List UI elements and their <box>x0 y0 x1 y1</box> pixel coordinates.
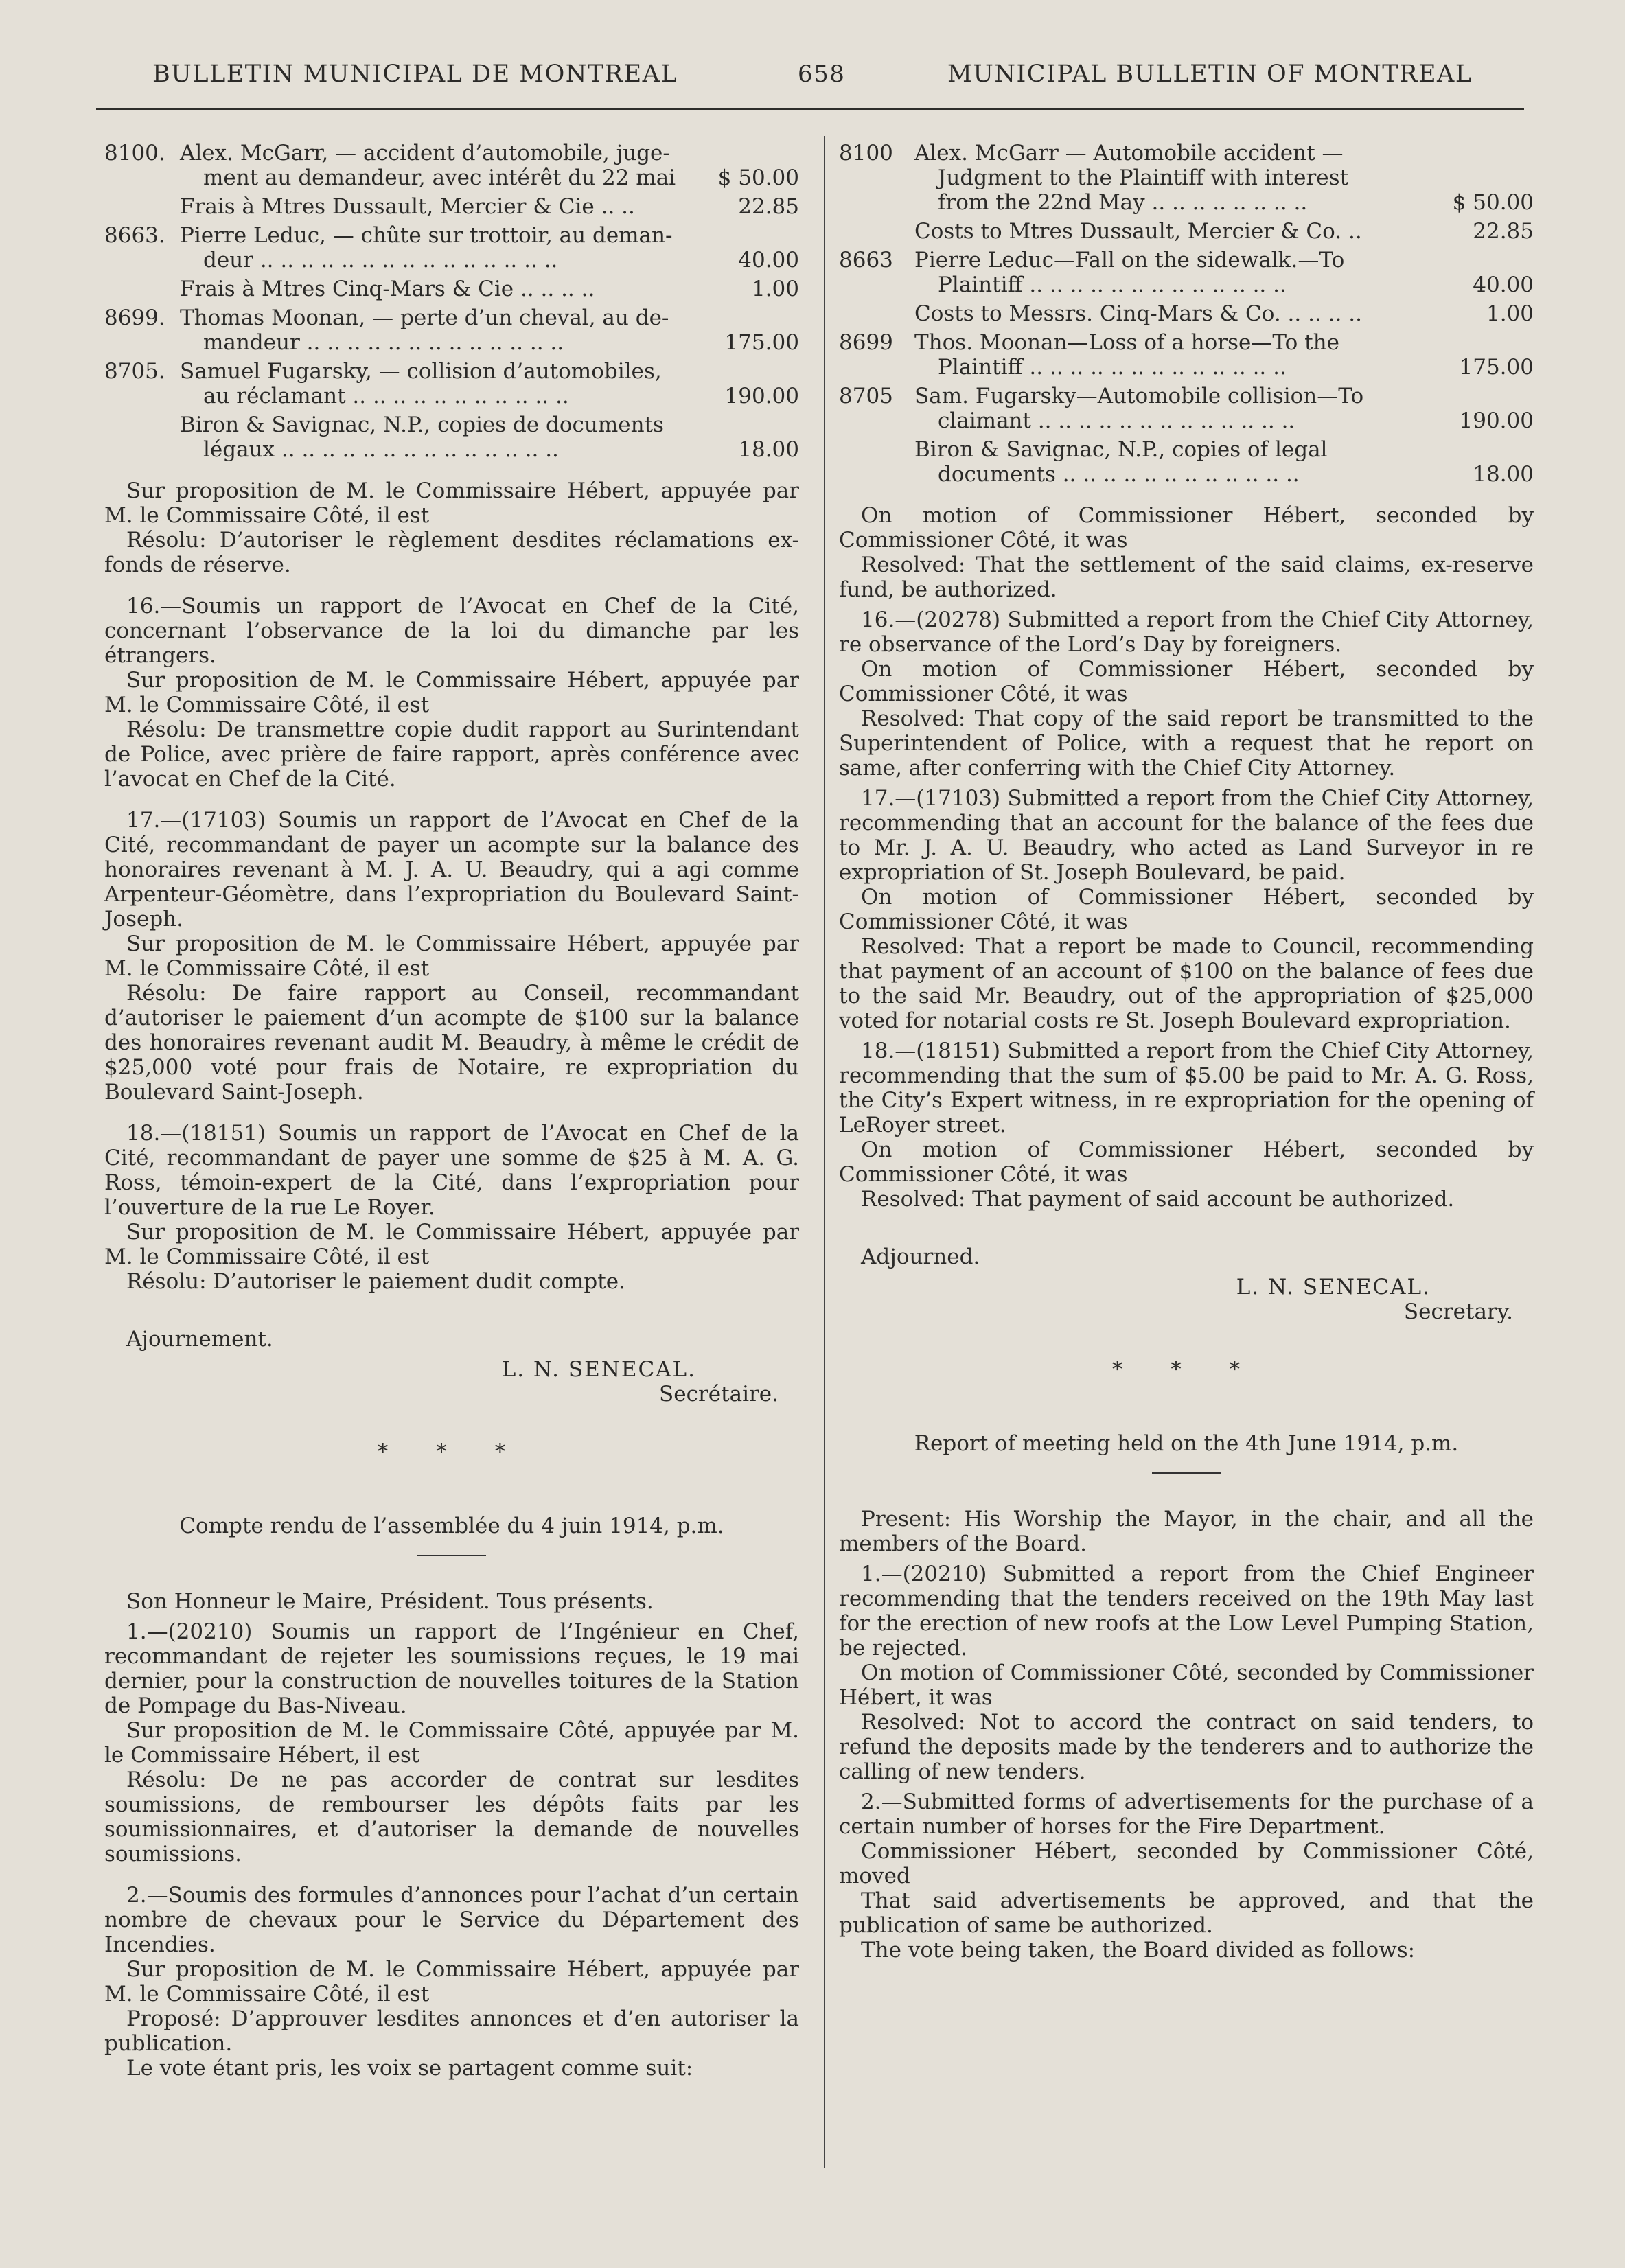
claim-amount: 22.85 <box>738 194 799 219</box>
paragraph: Le vote étant pris, les voix se partagent comme suit: <box>126 2056 693 2081</box>
signature-title: Secretary. <box>1403 1299 1513 1324</box>
claim-amount: 190.00 <box>1459 408 1534 433</box>
adjournment: Adjourned. <box>861 1245 980 1269</box>
claim-amount: 18.00 <box>738 437 799 462</box>
paragraph: 17.—(17103) Submitted a report from the Chief City Attorney, recommending that an account for the balance of the fees due to Mr. J. A. U. Beaudry, who acted as Land Surveyor in re expropriation of St. Joseph Boulevard, be paid. <box>839 786 1534 885</box>
claim-description-line: Costs to Mtres Dussault, Mercier & Co. .. <box>914 219 1362 244</box>
claim-description-line: Pierre Leduc—Fall on the sidewalk.—To <box>914 248 1345 273</box>
paragraph: Resolved: That copy of the said report be transmitted to the Superintendent of Police, with a request that he report on same, after conferring with the Chief City Attorney. <box>839 706 1534 780</box>
header-english-title: MUNICIPAL BULLETIN OF MONTREAL <box>947 60 1473 88</box>
signature-name: L. N. SENECAL. <box>1236 1275 1431 1299</box>
paragraph: Résolu: D’autoriser le règlement desdites réclamations ex-fonds de réserve. <box>104 528 799 577</box>
claim-amount: $ 50.00 <box>717 165 799 190</box>
claim-entry <box>839 437 1534 487</box>
claim-number: 8100. <box>104 141 165 165</box>
claim-entry <box>104 359 799 408</box>
header-french-title: BULLETIN MUNICIPAL DE MONTREAL <box>152 60 678 88</box>
claim-description-line: Sam. Fugarsky—Automobile collision—To <box>914 384 1364 408</box>
claim-description-line: Frais à Mtres Cinq-Mars & Cie .. .. .. .. <box>180 277 595 301</box>
paragraph: Resolved: Not to accord the contract on said tenders, to refund the deposits made by the tenderers and to authorize the calling of new tenders. <box>839 1710 1534 1784</box>
paragraph: Sur proposition de M. le Commissaire Hébert, appuyée par M. le Commissaire Côté, il est <box>104 668 799 717</box>
paragraph: Sur proposition de M. le Commissaire Hébert, appuyée par M. le Commissaire Côté, il est <box>104 931 799 981</box>
paragraph: The vote being taken, the Board divided as follows: <box>861 1938 1416 1963</box>
paragraph: On motion of Commissioner Hébert, seconded by Commissioner Côté, it was <box>839 657 1534 706</box>
claim-description-line: légaux .. .. .. .. .. .. .. .. .. .. .. .. .. .. <box>203 437 559 462</box>
adjournment: Ajournement. <box>126 1327 273 1352</box>
paragraph: 2.—Soumis des formules d’annonces pour l’achat d’un certain nombre de chevaux pour le Service du Département des Incendies. <box>104 1883 799 1957</box>
paragraph: Sur proposition de M. le Commissaire Hébert, appuyée par M. le Commissaire Côté, il est <box>104 1220 799 1269</box>
claim-description-line: documents .. .. .. .. .. .. .. .. .. .. .. .. <box>938 462 1300 487</box>
paragraph: Proposé: D’approuver lesdites annonces et d’en autoriser la publication. <box>104 2006 799 2056</box>
paragraph: 1.—(20210) Soumis un rapport de l’Ingénieur en Chef, recommandant de rejeter les soumissions reçues, le 19 mai dernier, pour la construction de nouvelles toitures de la Station de Pompage du Bas-Niveau. <box>104 1619 799 1718</box>
header-rule <box>96 108 1524 110</box>
paragraph: Resolved: That payment of said account be authorized. <box>861 1187 1455 1212</box>
claim-entry <box>104 413 799 462</box>
paragraph: On motion of Commissioner Hébert, seconded by Commissioner Côté, it was <box>839 503 1534 553</box>
claim-description-line: Plaintiff .. .. .. .. .. .. .. .. .. .. .. .. .. <box>938 355 1287 380</box>
claim-entry <box>104 223 799 273</box>
paragraph: On motion of Commissioner Côté, seconded by Commissioner Hébert, it was <box>839 1660 1534 1710</box>
claim-amount: 22.85 <box>1473 219 1534 244</box>
claim-description-line: Pierre Leduc, — chûte sur trottoir, au deman- <box>180 223 673 248</box>
claim-entry <box>839 219 1534 244</box>
claim-description-line: Alex. McGarr — Automobile accident — <box>914 141 1344 165</box>
claim-entry <box>104 194 799 219</box>
claim-number: 8663. <box>104 223 165 248</box>
paragraph: Son Honneur le Maire, Président. Tous présents. <box>126 1589 654 1614</box>
paragraph: 16.—(20278) Submitted a report from the Chief City Attorney, re observance of the Lord’s Day by foreigners. <box>839 608 1534 657</box>
claim-description-line: Samuel Fugarsky, — collision d’automobiles, <box>180 359 662 384</box>
claim-description-line: Costs to Messrs. Cinq-Mars & Co. .. .. .. .. <box>914 301 1362 326</box>
paragraph: 18.—(18151) Submitted a report from the Chief City Attorney, recommending that the sum of $5.00 be paid to Mr. A. G. Ross, the City’s Expert witness, in re expropriation for the opening of LeRoyer street. <box>839 1039 1534 1137</box>
meeting-title: Compte rendu de l’assemblée du 4 juin 1914, p.m. <box>179 1514 724 1538</box>
english-column <box>839 141 1534 1963</box>
section-stars: * * * <box>377 1439 527 1464</box>
paragraph: 16.—Soumis un rapport de l’Avocat en Chef de la Cité, concernant l’observance de la loi du dimanche par les étrangers. <box>104 594 799 668</box>
claim-amount: $ 50.00 <box>1452 190 1534 215</box>
page-number: 658 <box>798 60 846 88</box>
claim-amount: 18.00 <box>1473 462 1534 487</box>
paragraph: Résolu: De ne pas accorder de contrat sur lesdites soumissions, de rembourser les dépôts faits par les soumissionnaires, et d’autoriser la demande de nouvelles soumissions. <box>104 1768 799 1866</box>
claim-number: 8663 <box>839 248 893 273</box>
signature-title: Secrétaire. <box>659 1382 779 1407</box>
claim-description-line: from the 22nd May .. .. .. .. .. .. .. .. <box>938 190 1308 215</box>
claim-description-line: Frais à Mtres Dussault, Mercier & Cie .. .. <box>180 194 635 219</box>
claim-entry <box>104 277 799 301</box>
column-divider <box>824 136 825 2168</box>
claim-entry <box>839 384 1534 433</box>
signature-name: L. N. SENECAL. <box>501 1357 696 1382</box>
claim-description-line: Plaintiff .. .. .. .. .. .. .. .. .. .. .. .. .. <box>938 273 1287 297</box>
claim-entry <box>839 248 1534 297</box>
paragraph: 18.—(18151) Soumis un rapport de l’Avocat en Chef de la Cité, recommandant de payer une somme de $25 à M. A. G. Ross, témoin-expert de la Cité, dans l’expropriation pour l’ouverture de la rue Le Royer. <box>104 1121 799 1220</box>
claim-description-line: au réclamant .. .. .. .. .. .. .. .. .. .. .. <box>203 384 569 408</box>
meeting-title: Report of meeting held on the 4th June 1914, p.m. <box>914 1431 1459 1456</box>
claim-entry <box>839 330 1534 380</box>
paragraph: On motion of Commissioner Hébert, seconded by Commissioner Côté, it was <box>839 1137 1534 1187</box>
claim-amount: 175.00 <box>724 330 799 355</box>
claim-number: 8705 <box>839 384 893 408</box>
claim-amount: 40.00 <box>1473 273 1534 297</box>
paragraph: That said advertisements be approved, and that the publication of same be authorized. <box>839 1888 1534 1938</box>
claim-entry <box>104 141 799 190</box>
claim-number: 8699 <box>839 330 893 355</box>
claim-description-line: claimant .. .. .. .. .. .. .. .. .. .. .. .. .. <box>938 408 1295 433</box>
claims-list-fr <box>104 141 799 462</box>
claim-amount: 40.00 <box>738 248 799 273</box>
claim-description-line: Alex. McGarr, — accident d’automobile, juge- <box>180 141 670 165</box>
paragraph: Résolu: D’autoriser le paiement dudit compte. <box>126 1269 625 1294</box>
paragraph: Sur proposition de M. le Commissaire Hébert, appuyée par M. le Commissaire Côté, il est <box>104 1957 799 2006</box>
claim-entry <box>839 141 1534 215</box>
paragraph: Resolved: That the settlement of the said claims, ex-reserve fund, be authorized. <box>839 553 1534 602</box>
paragraph: On motion of Commissioner Hébert, seconded by Commissioner Côté, it was <box>839 885 1534 934</box>
paragraph: Sur proposition de M. le Commissaire Côté, appuyée par M. le Commissaire Hébert, il est <box>104 1718 799 1768</box>
claim-entry <box>839 301 1534 326</box>
paragraph: 2.—Submitted forms of advertisements for the purchase of a certain number of horses for the Fire Department. <box>839 1790 1534 1839</box>
paragraph: 1.—(20210) Submitted a report from the Chief Engineer recommending that the tenders received on the 19th May last for the erection of new roofs at the Low Level Pumping Station, be rejected. <box>839 1562 1534 1660</box>
french-column <box>104 141 799 2081</box>
claim-description-line: mandeur .. .. .. .. .. .. .. .. .. .. .. .. .. <box>203 330 564 355</box>
claim-description-line: Biron & Savignac, N.P., copies of legal <box>914 437 1328 462</box>
paragraph: Résolu: De faire rapport au Conseil, recommandant d’autoriser le paiement d’un acompte de $100 sur la balance des honoraires revenant audit M. Beaudry, à même le crédit de $25,000 voté pour frais de Notaire, re expropriation du Boulevard Saint-Joseph. <box>104 981 799 1104</box>
paragraph: Resolved: That a report be made to Council, recommending that payment of an account of $100 on the balance of fees due to the said Mr. Beaudry, out of the appropriation of $25,000 voted for notarial costs re St. Joseph Boulevard expropriation. <box>839 934 1534 1033</box>
claim-description-line: Thomas Moonan, — perte d’un cheval, au de- <box>180 305 669 330</box>
claim-description-line: Judgment to the Plaintiff with interest <box>938 165 1349 190</box>
claim-amount: 1.00 <box>751 277 799 301</box>
claim-amount: 1.00 <box>1486 301 1534 326</box>
paragraph: Present: His Worship the Mayor, in the chair, and all the members of the Board. <box>839 1507 1534 1556</box>
section-stars: * * * <box>1111 1357 1261 1382</box>
claim-entry <box>104 305 799 355</box>
claim-amount: 175.00 <box>1459 355 1534 380</box>
claim-description-line: ment au demandeur, avec intérêt du 22 mai <box>203 165 676 190</box>
claim-number: 8100 <box>839 141 893 165</box>
paragraph: Résolu: De transmettre copie dudit rapport au Surintendant de Police, avec prière de faire rapport, après conférence avec l’avocat en Chef de la Cité. <box>104 717 799 791</box>
paragraph: Sur proposition de M. le Commissaire Hébert, appuyée par M. le Commissaire Côté, il est <box>104 478 799 528</box>
claim-number: 8705. <box>104 359 165 384</box>
claim-description-line: deur .. .. .. .. .. .. .. .. .. .. .. .. .. .. .. <box>203 248 558 273</box>
claim-description-line: Biron & Savignac, N.P., copies de documents <box>180 413 664 437</box>
claims-list-en <box>839 141 1534 487</box>
paragraph: Commissioner Hébert, seconded by Commissioner Côté, moved <box>839 1839 1534 1888</box>
claim-number: 8699. <box>104 305 165 330</box>
claim-description-line: Thos. Moonan—Loss of a horse—To the <box>914 330 1339 355</box>
paragraph: 17.—(17103) Soumis un rapport de l’Avocat en Chef de la Cité, recommandant de payer un acompte sur la balance des honoraires revenant à M. J. A. U. Beaudry, qui a agi comme Arpenteur-Géomètre, dans l’expropriation du Boulevard Saint-Joseph. <box>104 808 799 931</box>
claim-amount: 190.00 <box>724 384 799 408</box>
